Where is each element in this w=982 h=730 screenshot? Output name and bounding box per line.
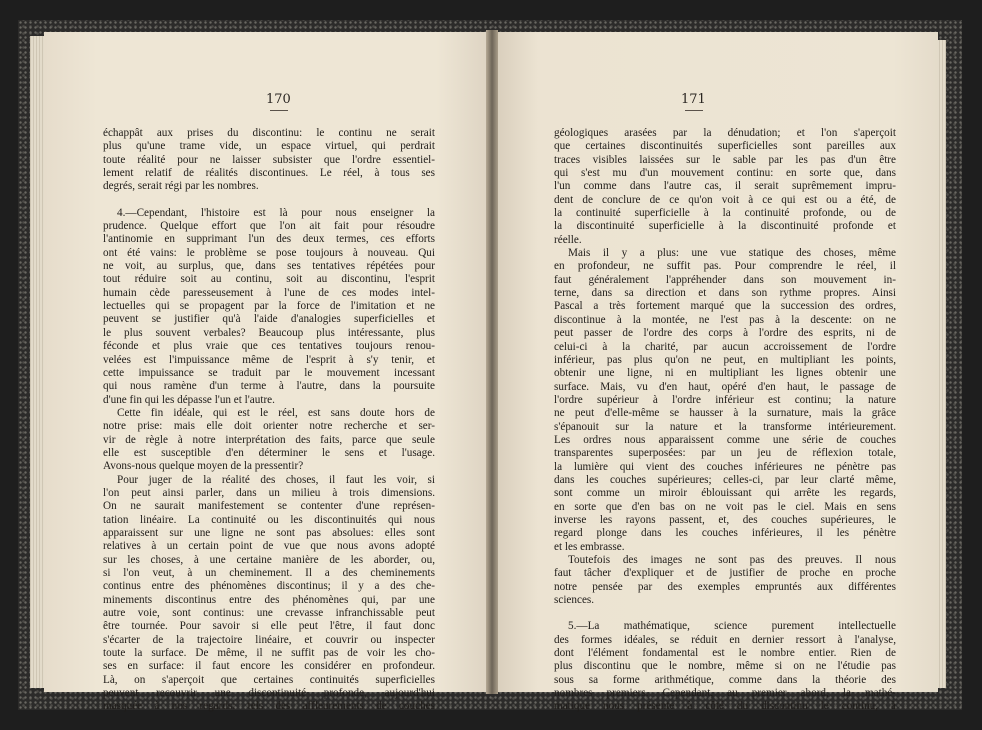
text-line: Avons-nous quelque moyen de la pressentir? <box>103 460 304 473</box>
page-number: 170 <box>266 92 291 107</box>
text-line: dont l'élément fondamental est le nombre entier. Rien de <box>554 647 896 660</box>
text-line: cette impuissance se traduit par le mouvement incessant <box>103 366 435 379</box>
text-line: le plus souvent verbales? Beaucoup plus intéressante, plus <box>103 326 435 339</box>
text-line: degrés, serait régi par les nombres. <box>103 180 259 193</box>
text-line: qui s'est mu d'un mouvement continu: en sorte que, dans <box>554 167 896 180</box>
text-line: l'un comme dans l'autre cas, il serait suprêmement impru- <box>554 180 896 193</box>
text-line: la discontinuité superficielle à la discontinuité profonde et <box>554 220 896 233</box>
text-line: s'épanouit sur la nature et la transforme intérieurement. <box>554 420 896 433</box>
text-line: ne voit, au surplus, que, dans ses tentatives répétées pour <box>103 260 435 273</box>
text-line: notre prise: mais elle doit orienter notre recherche et ser- <box>103 420 435 433</box>
header-rule <box>270 110 288 111</box>
text-line: toute réalité pour ne laisser subsister que l'ordre essentiel- <box>103 153 435 166</box>
text-line: réelle. <box>554 233 582 246</box>
text-line: velées est l'impuissance même de l'esprit à s'y tenir, et <box>103 353 435 366</box>
left-page <box>44 32 490 713</box>
text-line: 4.—Cependant, l'histoire est là pour nous enseigner la <box>117 206 435 219</box>
text-line: toute la surface. De même, il ne suffit pas de voir les cho- <box>103 647 435 660</box>
text-line: l'antinomie en supprimant l'un des deux termes, ces efforts <box>103 233 435 246</box>
text-line: si l'on veut, à un cheminement. Il a des cheminements <box>103 567 435 579</box>
text-line: dent de conclure de ce qu'on voit à ce qui est ou a été, de <box>554 193 896 206</box>
text-line: faut tâcher d'expliquer et de justifier de proche en proche <box>554 567 896 580</box>
text-line: Là, on s'aperçoit que certaines continuités superficielles <box>103 673 435 686</box>
page-body-text <box>554 127 896 714</box>
text-line: discontinue à la montée, ne l'est pas à la descente: on ne <box>554 313 896 326</box>
text-line: en profondeur, ne suffit pas. Pour comprendre le réel, il <box>554 260 896 273</box>
text-line: apparaissent sur une ligne ne sont pas absolues: elles sont <box>103 526 435 539</box>
text-line: traces visibles laissées sur le sable par les pas d'un être <box>554 153 896 166</box>
text-line: ne peut d'elle-même se hausser à la surnature, mais la grâce <box>554 407 896 420</box>
text-line: en sorte que d'en bas on ne voit pas le ciel. Mais en sens <box>554 500 896 513</box>
text-line: l'on peut ainsi parler, dans un milieu à trois dimensions. <box>103 486 435 499</box>
text-line: féconde et plus vraie que ces tentatives toujours renou- <box>103 340 435 353</box>
text-line: géologiques arasées par la dénudation; et l'on s'aperçoit <box>554 127 896 139</box>
text-line: ont été vains: le problème se pose toujours à nouveau. Qui <box>103 246 435 259</box>
text-line: sur les choses, à une certaine manière de les aborder, ou, <box>103 553 435 566</box>
text-line: nombres premiers. Cependant, au premier abord, la mathé- <box>554 687 896 700</box>
text-line: elle est susceptible d'en déterminer le sens et l'usage. <box>103 446 435 459</box>
text-line: inverse les rayons passent, et, des couches supérieures, le <box>554 513 896 526</box>
text-line: l'ordre supérieur à l'ordre inférieur est continu; la nature <box>554 393 896 406</box>
text-line: masquée à nos regards: tels des affleurements de couches <box>103 700 435 713</box>
text-line: plus discontinu que le nombre, même si on ne l'étudie pas <box>554 660 896 673</box>
paragraph-gap <box>103 194 435 207</box>
text-line: inférieur, pas plus qu'on ne peut, en multipliant les points, <box>554 353 896 366</box>
text-line: lectuelles qui se propagent par la force de l'imitation et ne <box>103 300 435 313</box>
text-line: terne, dans sa direction et dans son rythme propres. Ainsi <box>554 287 896 300</box>
text-line: surface. Mais, vu d'en haut, opéré d'en haut, le passage de <box>554 380 896 393</box>
text-line: la continuité superficielle à la continuité profonde, ou de <box>554 207 896 220</box>
text-line: On ne saurait manifestement se contenter d'une représen- <box>103 500 435 513</box>
text-line: qui nous ramène d'un terme à l'autre, dans la poursuite <box>103 380 435 393</box>
text-line: minements discontinus entre des phénomènes qui, par une <box>103 593 435 606</box>
paragraph-gap <box>554 607 896 620</box>
text-line: matique nous présente à côté du discontinu le continu, à <box>554 700 896 713</box>
text-line: prudence. Quelque effort que l'on ait fait pour résoudre <box>103 220 435 233</box>
page-body-text <box>103 127 435 714</box>
page-number: 171 <box>681 92 706 107</box>
text-line: regard plonge dans les couches inférieures, il les pénètre <box>554 527 896 540</box>
text-line: vir de règle à notre interprétation des faits, parce que seule <box>103 433 435 446</box>
text-line: s'écarter de la trajectoire linéaire, et couvrir ou inspecter <box>103 633 435 646</box>
text-line: 5.—La mathématique, science purement intellectuelle <box>568 620 896 633</box>
header-rule <box>685 110 703 111</box>
text-line: humain cède paresseusement à l'une de ces modes intel- <box>103 286 435 299</box>
text-line: échappât aux prises du discontinu: le continu ne serait <box>103 127 435 139</box>
text-line: peut passer de l'ordre des corps à l'ordre des esprits, ni de <box>554 327 896 340</box>
text-line: relatives à un certain point de vue que nous avons adopté <box>103 540 435 553</box>
text-line: Mais il y a plus: une vue statique des choses, même <box>568 247 896 260</box>
text-line: sont comme un miroir éblouissant qui arrête les regards, <box>554 487 896 500</box>
text-line: Les ordres nous apparaissent comme une série de couches <box>554 433 896 446</box>
text-line: plus qu'une trame vide, un espace virtuel, qui perdrait <box>103 140 435 153</box>
text-line: d'une fin qui les dépasse l'un et l'autre. <box>103 393 275 406</box>
text-line: transparentes superposées: par un jeu de réflexion totale, <box>554 447 896 460</box>
text-line: la lumière qui vient des couches inférieures ne pénètre pas <box>554 460 896 473</box>
text-line: sous sa forme arithmétique, comme dans la théorie des <box>554 673 896 686</box>
text-line: faut généralement l'appréhender dans son mouvement in- <box>554 273 896 286</box>
text-line: ses en surface: il faut encore les considérer en profondeur. <box>103 660 435 673</box>
text-line: tout réduire soit au continu, soit au discontinu, l'esprit <box>103 273 435 286</box>
text-line: peuvent recouvrir une discontinuité profonde, aujourd'hui <box>103 687 435 700</box>
text-line: notre pensée par des exemples empruntés aux différentes <box>554 580 896 593</box>
text-line: obtenir une ligne, ni en multipliant les lignes obtenir une <box>554 367 896 380</box>
text-line: Cette fin idéale, qui est le réel, est sans doute hors de <box>117 406 435 419</box>
text-line: peuvent se justifier qu'à l'aide d'analogies superficielles et <box>103 313 435 326</box>
text-line: dans les couches supérieures; celles-ci, par leur clarté même, <box>554 473 896 486</box>
book-gutter <box>486 30 498 694</box>
text-line: Pascal a très fortement marqué que la succession des ordres, <box>554 300 896 313</box>
text-line: lement relatif de réalités discontinues. Le réel, à tous ses <box>103 167 435 180</box>
text-line: et les embrasse. <box>554 540 625 553</box>
text-line: tation linéaire. La continuité ou les discontinuités qui nous <box>103 513 435 526</box>
text-line: des formes idéales, se réduit en dernier ressort à l'analyse, <box>554 633 896 646</box>
text-line: être tournée. Pour savoir si elle peut l'être, il faut donc <box>103 620 435 633</box>
text-line: sciences. <box>554 594 595 607</box>
text-line: celui-ci à la charité, par aucun accroissement de l'ordre <box>554 340 896 353</box>
text-line: Pour juger de la réalité des choses, il faut les voir, si <box>117 473 435 486</box>
text-line: que certaines discontinuités superficielles sont pareilles aux <box>554 140 896 153</box>
right-page <box>494 32 938 713</box>
text-line: autre voie, sont continus: une crevasse infranchissable peut <box>103 607 435 620</box>
text-line: continus entre des phénomènes discontinus; il y a des che- <box>103 580 435 593</box>
text-line: Toutefois des images ne sont pas des preuves. Il nous <box>568 554 896 566</box>
